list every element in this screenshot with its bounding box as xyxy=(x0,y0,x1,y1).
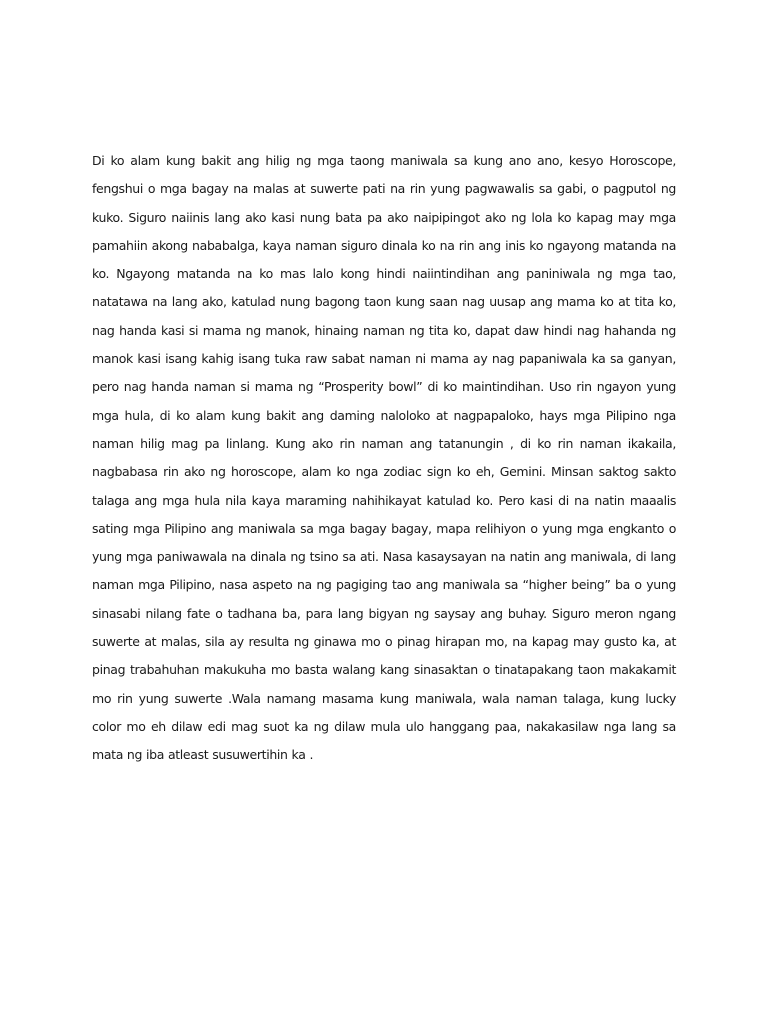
body-paragraph: Di ko alam kung bakit ang hilig ng mga taong maniwala sa kung ano ano, kesyo Horoscope, fengshui o mga bagay na malas at suwerte pati na rin yung pagwawalis sa gabi, o pagputol ng kuko. Siguro naiinis lang ako kasi nung bata pa ako naipipingot ako ng lola ko kapag may mga pamahiin akong nababalga, kaya naman siguro dinala ko na rin ang inis ko ngayong matanda na ko. Ngayong matanda na ko mas lalo kong hindi naiintindihan ang paniniwala ng mga tao, natatawa na lang ako, katulad nung bagong taon kung saan nag uusap ang mama ko at tita ko, nag handa kasi si mama ng manok, hinaing naman ng tita ko, dapat daw hindi nag hahanda ng manok kasi isang kahig isang tuka raw sabat naman ni mama ay nag papaniwala ka sa ganyan, pero nag handa naman si mama ng “Prosperity bowl” di ko maintindihan. Uso rin ngayon yung mga hula, di ko alam kung bakit ang daming naloloko at nagpapaloko, hays mga Pilipino nga naman hilig mag pa linlang. Kung ako rin naman ang tatanungin , di ko rin naman ikakaila, nagbabasa rin ako ng horoscope, alam ko nga zodiac sign ko eh, Gemini. Minsan saktog sakto talaga ang mga hula nila kaya maraming nahihikayat katulad ko. Pero kasi di na natin maaalis sating mga Pilipino ang maniwala sa mga bagay bagay, mapa relihiyon o yung mga engkanto o yung mga paniwawala na dinala ng tsino sa ati. Nasa kasaysayan na natin ang maniwala, di lang naman mga Pilipino, nasa aspeto na ng pagiging tao ang maniwala sa “higher being” ba o yung sinasabi nilang fate o tadhana ba, para lang bigyan ng saysay ang buhay. Siguro meron ngang suwerte at malas, sila ay resulta ng ginawa mo o pinag hirapan mo, na kapag may gusto ka, at pinag trabahuhan makukuha mo basta walang kang sinasaktan o tinatapakang taon makakamit mo rin yung suwerte .Wala namang masama kung maniwala, wala naman talaga, kung lucky color mo eh dilaw edi mag suot ka ng dilaw mula ulo hanggang paa, nakakasilaw nga lang sa mata ng iba atleast susuwertihin ka . xyxy=(92,153,676,763)
